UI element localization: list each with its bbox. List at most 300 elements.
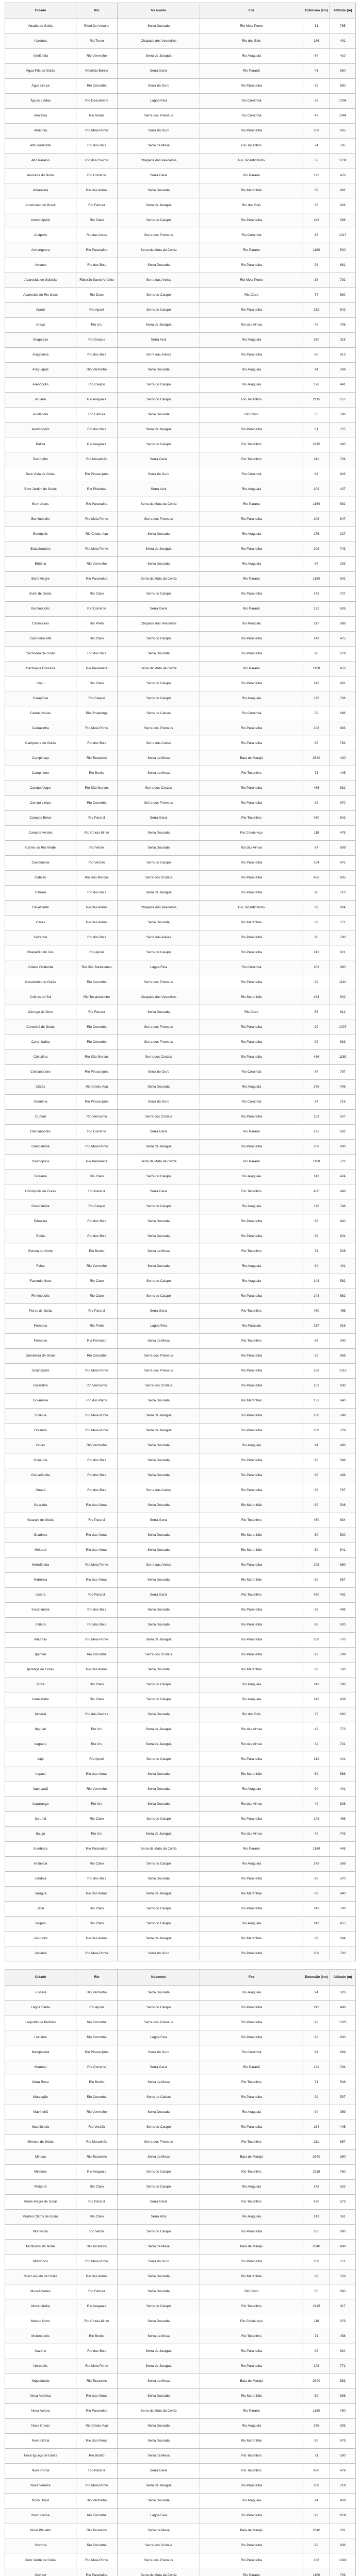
cell-river: Rio Araguaia [76, 393, 118, 408]
table-row [5, 796, 356, 811]
cell-length: 42 [303, 1722, 330, 1737]
cell-altitude: 771 [330, 2255, 356, 2269]
cell-river: Ribeirão Santo Antônio [76, 273, 118, 288]
cell-length: 143 [303, 1857, 330, 1872]
cell-city: Buriti de Goiás [5, 587, 76, 602]
cell-altitude: 708 [330, 1902, 356, 1917]
cell-source: Serra do Caiapó [118, 1857, 200, 1872]
table-row [5, 1931, 356, 1946]
cell-city: Gouvelândia [5, 1468, 76, 1483]
cell-length: 1160 [303, 1842, 330, 1857]
cell-length: 89 [303, 183, 330, 198]
cell-river: Rio Araguaia [76, 2299, 118, 2314]
cell-altitude: 771 [330, 2359, 356, 2374]
cell-city: Doverlândia [5, 1199, 76, 1214]
cell-altitude: 1015 [330, 1364, 356, 1379]
table-row [5, 1558, 356, 1573]
cell-length: 108 [303, 2479, 330, 2494]
cell-mouth: Rio Paranaíba [200, 1050, 303, 1065]
table-row [5, 1364, 356, 1379]
table-row [5, 662, 356, 676]
table-row [5, 393, 356, 408]
cell-length: 1160 [303, 1155, 330, 1170]
cell-source: Serra dos Pireneus [118, 1035, 200, 1050]
cell-altitude: 530 [330, 288, 356, 303]
cell-city: Montes Claros de Goiás [5, 2210, 76, 2225]
cell-mouth: Rio Paranaíba [200, 124, 303, 139]
cell-mouth: Rio Paranaíba [200, 945, 303, 960]
cell-river: Rio Paranã [76, 811, 118, 826]
cell-source: Serra da Mesa [118, 766, 200, 781]
table-body-part-2 [5, 1986, 356, 2576]
cell-altitude: 782 [330, 736, 356, 751]
cell-altitude: 720 [330, 1946, 356, 1961]
cell-length: 217 [303, 1319, 330, 1334]
table-row [5, 2075, 356, 2090]
cell-city: Maurilândia [5, 2120, 76, 2135]
table-row [5, 2165, 356, 2180]
cell-altitude: 787 [330, 1065, 356, 1080]
cell-city: Nova Iguaçu de Goiás [5, 2449, 76, 2464]
table-row [5, 2314, 356, 2329]
table-row [5, 1737, 356, 1752]
table-row [5, 1812, 356, 1827]
cell-altitude: 916 [330, 1319, 356, 1334]
cell-mouth: Rio Maranhão [200, 1663, 303, 1677]
cell-length: 71 [303, 1244, 330, 1259]
cell-river: Rio Meia Ponte [76, 721, 118, 736]
cell-mouth: Rio Corumbá [200, 467, 303, 482]
cell-length: 92 [303, 1035, 330, 1050]
cell-mouth: Rio Paranaíba [200, 676, 303, 691]
cell-mouth: Rio Araguaia [200, 1917, 303, 1931]
table-row [5, 617, 356, 632]
cell-city: Iporá [5, 1677, 76, 1692]
cell-source: Serra dos Pireneus [118, 512, 200, 527]
cell-city: Cezarina [5, 930, 76, 945]
table-row [5, 1707, 356, 1722]
cell-length: 143 [303, 1692, 330, 1707]
cell-mouth: Rio Paranaíba [200, 1214, 303, 1229]
cell-altitude: 950 [330, 64, 356, 79]
cell-length: 217 [303, 617, 330, 632]
cell-altitude: 640 [330, 1214, 356, 1229]
cell-city: Campinaçu [5, 751, 76, 766]
table-row [5, 2434, 356, 2449]
cell-altitude: 369 [330, 363, 356, 378]
cell-source: Serra do Caiapó [118, 213, 200, 228]
cell-river: Rio Meia Ponte [76, 2479, 118, 2494]
table-row [5, 1334, 356, 1349]
cell-city: Indiara [5, 1618, 76, 1633]
cell-altitude: 410 [330, 49, 356, 64]
cell-river: Rio dos Bois [76, 886, 118, 901]
cell-altitude: 498 [330, 2001, 356, 2015]
cell-mouth: Rio Paranaíba [200, 856, 303, 871]
cell-mouth: Rio Paranaíba [200, 1558, 303, 1573]
cell-source: Serra de Jaraguá [118, 542, 200, 557]
cell-length: 92 [303, 79, 330, 94]
table-row [5, 378, 356, 393]
cell-length: 71 [303, 766, 330, 781]
cell-river: Rio Claro [76, 1902, 118, 1917]
cell-length: 450 [303, 1588, 330, 1603]
cell-city: Goiatuba [5, 1453, 76, 1468]
cell-mouth: Rio Paranaíba [200, 2344, 303, 2359]
cell-source: Serra de Jaraguá [118, 1887, 200, 1902]
cell-river: Rio Uru [76, 1797, 118, 1812]
cell-mouth: Rio Paranaíba [200, 2001, 303, 2015]
cell-altitude: 754 [330, 452, 356, 467]
cell-mouth: Rio Paranaíba [200, 1229, 303, 1244]
cell-altitude: 686 [330, 706, 356, 721]
cell-mouth: Rio Tocantins [200, 1334, 303, 1349]
cell-mouth: Rio Tocantins [200, 811, 303, 826]
cell-length: 61 [303, 422, 330, 437]
cell-altitude: 690 [330, 79, 356, 94]
cell-mouth: Rio Maranhão [200, 1767, 303, 1782]
cell-altitude: 835 [330, 871, 356, 886]
cell-length: 1160 [303, 2568, 330, 2576]
cell-source: Serra do Caiapó [118, 1902, 200, 1917]
cell-mouth: Rio Araguaia [200, 1259, 303, 1274]
cell-source: Serra do Caiapó [118, 2180, 200, 2195]
cell-length: 84 [303, 1095, 330, 1110]
cell-length: 108 [303, 721, 330, 736]
cell-city: Iaciara [5, 1588, 76, 1603]
cell-city: Catalão [5, 871, 76, 886]
cell-source: Serra Dourada [118, 1986, 200, 2001]
cell-mouth: Rio Tocantinzinho [200, 154, 303, 168]
cell-altitude: 713 [330, 886, 356, 901]
cell-river: Rio Formoso [76, 1334, 118, 1349]
cell-city: Amorinópolis [5, 213, 76, 228]
table-header-row [5, 3, 356, 19]
cell-mouth: Rio Araguaia [200, 49, 303, 64]
cell-city: Nova Crixás [5, 2419, 76, 2434]
cell-source: Serra do Ouro [118, 1065, 200, 1080]
cell-altitude: 291 [330, 2523, 356, 2538]
cell-source: Serra Dourada [118, 19, 200, 34]
cell-altitude: 1100 [330, 2509, 356, 2523]
cell-mouth: Rio Paranaíba [200, 303, 303, 318]
cell-mouth: Rio Corumbá [200, 94, 303, 109]
cell-city: Aparecida de Goiânia [5, 273, 76, 288]
cell-length: 92 [303, 2090, 330, 2105]
cell-city: Abadia de Goiás [5, 19, 76, 34]
cell-mouth: Rio Paranaíba [200, 2359, 303, 2374]
cell-altitude: 1230 [330, 154, 356, 168]
cell-length: 74 [303, 139, 330, 154]
table-row [5, 736, 356, 751]
cell-city: Edéia [5, 1229, 76, 1244]
cell-mouth: Baía de Marajó [200, 751, 303, 766]
table-row [5, 363, 356, 378]
cell-river: Rio Fartura [76, 2284, 118, 2299]
cell-source: Serra Dourada [118, 1453, 200, 1468]
table-row [5, 542, 356, 557]
cell-length: 92 [303, 2030, 330, 2045]
cell-length: 143 [303, 1902, 330, 1917]
cell-river: Rio Tocantins [76, 2240, 118, 2255]
cell-mouth: Rio Claro [200, 288, 303, 303]
cell-river: Rio Meia Ponte [76, 2359, 118, 2374]
table-row [5, 1513, 356, 1528]
table-row [5, 1409, 356, 1423]
cell-river: Rio Claro [76, 1170, 118, 1184]
cell-length: 2115 [303, 2165, 330, 2180]
cell-length: 89 [303, 1767, 330, 1782]
cell-source: Serra da Mesa [118, 751, 200, 766]
cell-altitude: 832 [330, 781, 356, 796]
cell-mouth: Rio Maranhão [200, 916, 303, 930]
cell-city: Goianápolis [5, 1364, 76, 1379]
cell-river: Rio Fartura [76, 198, 118, 213]
cell-river: Rio dos Bois [76, 348, 118, 363]
cell-river: Rio Paranã [76, 1304, 118, 1319]
cell-altitude: 792 [330, 273, 356, 288]
cell-city: Barro Alto [5, 452, 76, 467]
cell-river: Rio Corrente [76, 168, 118, 183]
cell-mouth: Rio Paranã [200, 2060, 303, 2075]
cell-river: Rio Corumbá [76, 2030, 118, 2045]
cell-source: Serra Dourada [118, 2314, 200, 2329]
cell-city: Moiporá [5, 2180, 76, 2195]
cell-mouth: Rio Paranaíba [200, 2030, 303, 2045]
cell-source: Serra do Caiapó [118, 1677, 200, 1692]
cell-river: Rio Crixás-Açu [76, 527, 118, 542]
cell-river: Rio Meia Ponte [76, 1140, 118, 1155]
cell-length: 55 [303, 408, 330, 422]
cell-city: Itaguari [5, 1722, 76, 1737]
cell-mouth: Rio Paranaíba [200, 871, 303, 886]
cell-length: 143 [303, 632, 330, 647]
table-row [5, 1483, 356, 1498]
cell-river: Rio Meia Ponte [76, 512, 118, 527]
cell-source: Serra dos Cristais [118, 2538, 200, 2553]
cell-length: 450 [303, 2464, 330, 2479]
table-row [5, 1872, 356, 1887]
cell-source: Serra Dourada [118, 1468, 200, 1483]
cell-mouth: Rio Paranaíba [200, 1409, 303, 1423]
cell-river: Rio Meia Ponte [76, 1633, 118, 1648]
cell-altitude: 749 [330, 1409, 356, 1423]
cell-river: Rio das Antas [76, 228, 118, 243]
cell-altitude: 590 [330, 1677, 356, 1692]
cell-length: 98 [303, 1229, 330, 1244]
cell-source: Serra da Mata da Corda [118, 243, 200, 258]
cell-altitude: 548 [330, 1498, 356, 1513]
cell-city: Aragarças [5, 333, 76, 348]
cell-source: Serra dos Pireneus [118, 2135, 200, 2150]
cell-length: 153 [303, 1394, 330, 1409]
cell-city: Caldazinha [5, 721, 76, 736]
cell-city: Arenópolis [5, 378, 76, 393]
cell-mouth: Rio Tocantins [200, 139, 303, 154]
cell-source: Serra Geral [118, 64, 200, 79]
cell-altitude: 492 [330, 183, 356, 198]
cell-altitude: 420 [330, 751, 356, 766]
table-row [5, 1140, 356, 1155]
cell-river: Rio dos Bois [76, 1229, 118, 1244]
cell-length: 94 [303, 2105, 330, 2120]
cell-altitude: 318 [330, 333, 356, 348]
cell-altitude: 620 [330, 1618, 356, 1633]
cell-river: Rio Corumbá [76, 1648, 118, 1663]
cell-city: Carmo do Rio Verde [5, 841, 76, 856]
cell-source: Serra Dourada [118, 2419, 200, 2434]
cell-altitude: 755 [330, 422, 356, 437]
cell-city: Matrinchã [5, 2105, 76, 2120]
cell-river: Rio Tocantins [76, 751, 118, 766]
cell-altitude: 520 [330, 1528, 356, 1543]
table-row [5, 706, 356, 721]
rivers-table-part-1 [5, 3, 356, 1961]
cell-river: Rio dos Bois [76, 258, 118, 273]
cell-city: Damianópolis [5, 1125, 76, 1140]
cell-city: Itapirapuã [5, 1782, 76, 1797]
cell-length: 94 [303, 1259, 330, 1274]
cell-mouth: Rio Tocantins [200, 766, 303, 781]
cell-length: 2640 [303, 751, 330, 766]
cell-length: 98 [303, 1603, 330, 1618]
cell-length: 41 [303, 64, 330, 79]
cell-mouth: Rio Paracatu [200, 1319, 303, 1334]
cell-source: Serra de Jaraguá [118, 1827, 200, 1842]
cell-city: Cristalina [5, 1050, 76, 1065]
cell-length: 176 [303, 691, 330, 706]
cell-river: Rio Caiapó [76, 1199, 118, 1214]
table-row [5, 1782, 356, 1797]
cell-mouth: Rio Tocantins [200, 393, 303, 408]
cell-river: Rio Meia Ponte [76, 124, 118, 139]
cell-altitude: 542 [330, 572, 356, 587]
cell-city: Divinópolis de Goiás [5, 1184, 76, 1199]
cell-river: Rio Claro [76, 676, 118, 691]
cell-river: Rio dos Bois [76, 1453, 118, 1468]
cell-source: Lagoa Feia [118, 960, 200, 975]
cell-length: 108 [303, 1364, 330, 1379]
table-row [5, 1797, 356, 1812]
cell-length: 2640 [303, 2374, 330, 2389]
cell-altitude: 496 [330, 1438, 356, 1453]
cell-mouth: Rio Paranaíba [200, 1902, 303, 1917]
cell-river: Rio Uru [76, 318, 118, 333]
cell-altitude: 888 [330, 617, 356, 632]
cell-length: 109 [303, 482, 330, 497]
cell-city: Goiandira [5, 1379, 76, 1394]
cell-city: Águas Lindas [5, 94, 76, 109]
cell-river: Rio dos Bois [76, 2344, 118, 2359]
cell-source: Serra da Mesa [118, 139, 200, 154]
cell-city: Marzagão [5, 2090, 76, 2105]
cell-length: 94 [303, 1986, 330, 2001]
cell-source: Serra Dourada [118, 557, 200, 572]
cell-mouth: Rio Paranaíba [200, 79, 303, 94]
cell-mouth: Rio Paranaíba [200, 1035, 303, 1050]
cell-mouth: Rio Paranaíba [200, 886, 303, 901]
cell-river: Rio Vermelho [76, 557, 118, 572]
cell-mouth: Rio Corumbá [200, 960, 303, 975]
cell-mouth: Rio Corumbá [200, 1095, 303, 1110]
table-row [5, 258, 356, 273]
cell-length: 2640 [303, 2150, 330, 2165]
cell-length: 108 [303, 1633, 330, 1648]
cell-city: Itaberaí [5, 1707, 76, 1722]
table-row [5, 49, 356, 64]
header-length: Extensão (km) [303, 3, 330, 19]
cell-city: Montividiu do Norte [5, 2240, 76, 2255]
cell-river: Rio Claro [76, 1677, 118, 1692]
table-row [5, 1692, 356, 1707]
header-source: Nascente [118, 3, 200, 19]
cell-city: Caçu [5, 676, 76, 691]
cell-altitude: 468 [330, 1812, 356, 1827]
cell-city: Jesúpolis [5, 1931, 76, 1946]
cell-river: Rio Aporé [76, 945, 118, 960]
cell-mouth: Rio Paranaíba [200, 1364, 303, 1379]
cell-altitude: 293 [330, 557, 356, 572]
cell-altitude: 1140 [330, 975, 356, 990]
cell-altitude: 824 [330, 901, 356, 916]
cell-mouth: Rio Corumbá [200, 706, 303, 721]
cell-city: Jaupaci [5, 1917, 76, 1931]
table-row [5, 1170, 356, 1184]
cell-mouth: Rio Paranaíba [200, 1872, 303, 1887]
cell-river: Rio das Almas [76, 1663, 118, 1677]
cell-river: Rio Crixás-Mirim [76, 826, 118, 841]
table-row [5, 886, 356, 901]
cell-mouth: Rio Paraná [200, 572, 303, 587]
cell-river: Rio dos Bois [76, 422, 118, 437]
cell-length: 212 [303, 945, 330, 960]
cell-source: Serra Dourada [118, 1394, 200, 1409]
cell-source: Serra de Caldas [118, 706, 200, 721]
cell-river: Rio São Marcos [76, 871, 118, 886]
cell-river: Rio dos Bois [76, 930, 118, 945]
cell-river: Rio Preto [76, 1319, 118, 1334]
cell-source: Serra dos Pireneus [118, 1364, 200, 1379]
table-row [5, 2225, 356, 2240]
table-row [5, 1887, 356, 1902]
cell-length: 92 [303, 975, 330, 990]
cell-city: Corumbaíba [5, 1035, 76, 1050]
cell-altitude: 562 [330, 1289, 356, 1304]
table-row [5, 34, 356, 49]
cell-source: Serra do Caiapó [118, 378, 200, 393]
cell-mouth: Rio Paraná [200, 1155, 303, 1170]
table-row [5, 1453, 356, 1468]
cell-altitude: 880 [330, 1558, 356, 1573]
cell-mouth: Rio Tocantins [200, 452, 303, 467]
cell-altitude: 773 [330, 1722, 356, 1737]
cell-river: Rio Claro [76, 213, 118, 228]
table-row [5, 1080, 356, 1095]
table-row [5, 1214, 356, 1229]
cell-city: Novo Planalto [5, 2523, 76, 2538]
cell-mouth: Rio Araguaia [200, 1692, 303, 1707]
cell-river: Rio Crixás-Mirim [76, 2314, 118, 2329]
cell-altitude: 883 [330, 721, 356, 736]
cell-city: Cromínia [5, 1095, 76, 1110]
cell-city: Montividiu [5, 2225, 76, 2240]
cell-altitude: 847 [330, 512, 356, 527]
cell-river: Rio das Almas [76, 1573, 118, 1588]
cell-mouth: Rio Maranhão [200, 183, 303, 198]
table-row [5, 2090, 356, 2105]
table-row [5, 2030, 356, 2045]
table-row [5, 467, 356, 482]
